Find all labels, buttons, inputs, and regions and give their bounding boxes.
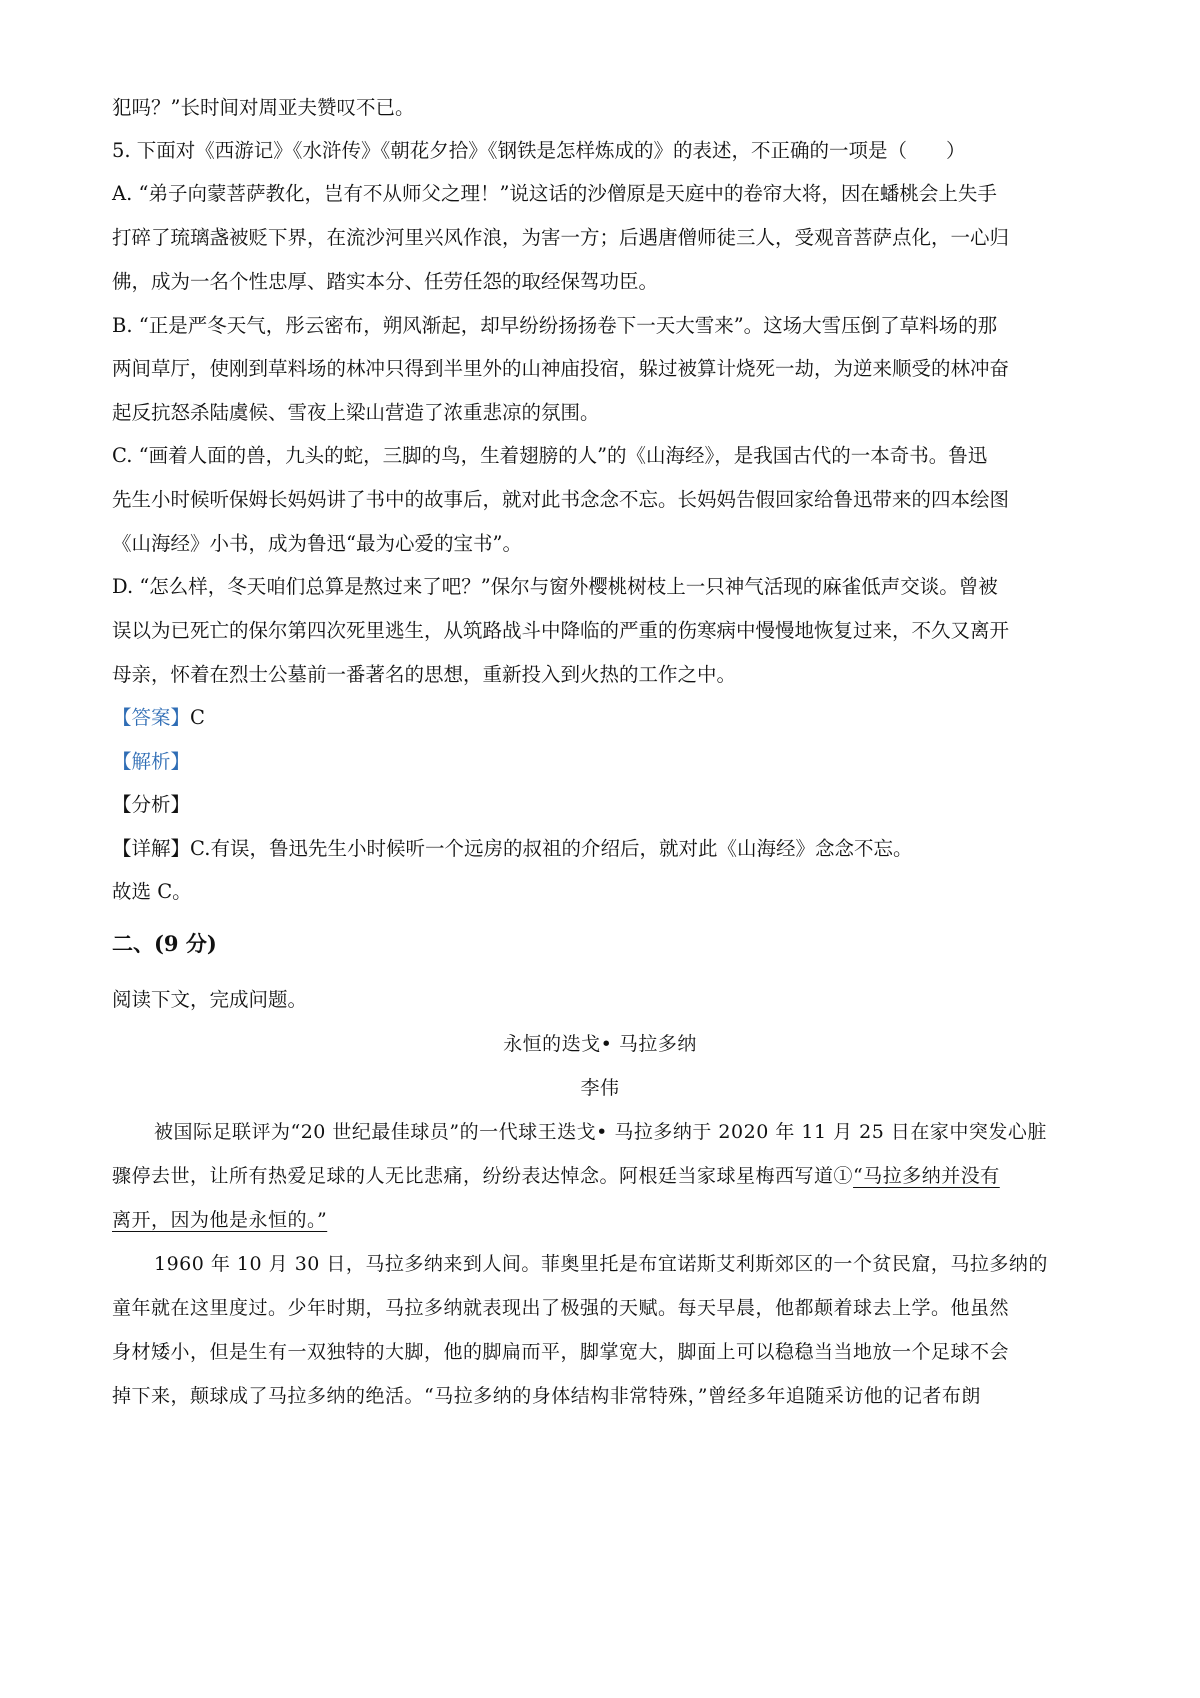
answer-tag: 【答案】 — [112, 706, 191, 729]
previous-paragraph-tail: 犯吗？”长时间对周亚夫赞叹不已。 — [112, 96, 415, 119]
detail-row — [112, 837, 1092, 861]
option-c-line-1: C. “画着人面的兽，九头的蛇，三脚的鸟，生着翅膀的人”的《山海经》，是我国古代的一本奇书。鲁迅 — [112, 444, 988, 467]
option-c-line-3: 《山海经》小书，成为鲁迅“最为心爱的宝书”。 — [112, 532, 522, 555]
option-c-line-2: 先生小时候听保姆长妈妈讲了书中的故事后，就对此书念念不忘。长妈妈告假回家给鲁迅带来的四本绘图 — [112, 488, 1010, 511]
detail-tag: 【详解】 — [112, 837, 191, 860]
option-d-line-2: 误以为已死亡的保尔第四次死里逃生，从筑路战斗中降临的严重的伤寒病中慢慢地恢复过来，不久又离开 — [112, 619, 1010, 642]
option-d-line-3: 母亲，怀着在烈士公墓前一番著名的思想，重新投入到火热的工作之中。 — [112, 663, 737, 686]
article-author: 李伟 — [580, 1077, 620, 1099]
reading-instruction: 阅读下文，完成问题。 — [112, 988, 308, 1011]
section-heading: 二、(9 分) — [112, 931, 217, 956]
option-a-line-1: A. “弟子向蒙菩萨教化，岂有不从师父之理！”说这话的沙僧原是天庭中的卷帘大将，因在蟠桃会上失手 — [112, 182, 997, 205]
article-title: 永恒的迭戈• 马拉多纳 — [503, 1033, 697, 1055]
option-b-line-1: B. “正是严冬天气，彤云密布，朔风渐起，却早纷纷扬扬卷下一天大雪来”。这场大雪压倒了草料场的那 — [112, 314, 998, 337]
option-a-line-2: 打碎了琉璃盏被贬下界，在流沙河里兴风作浪，为害一方；后遇唐僧师徒三人，受观音菩萨点化，一心归 — [112, 226, 1010, 249]
underlined-quote-part-1: “马拉多纳并没有 — [853, 1165, 1000, 1187]
paragraph-2-line-2: 童年就在这里度过。少年时期，马拉多纳就表现出了极强的天赋。每天早晨，他都颠着球去上学。他虽然 — [112, 1297, 1010, 1319]
paragraph-2-line-1: 1960 年 10 月 30 日，马拉多纳来到人间。菲奥里托是布宜诺斯艾利斯郊区的一个贫民窟，马拉多纳的 — [154, 1253, 1048, 1275]
paragraph-2-line-4: 掉下来，颠球成了马拉多纳的绝活。“马拉多纳的身体结构非常特殊，”曾经多年追随采访他的记者布朗 — [112, 1385, 981, 1407]
underlined-quote-part-2: 离开，因为他是永恒的。” — [112, 1209, 328, 1231]
paragraph-1-line-3 — [112, 1208, 1092, 1232]
paragraph-1-line-2 — [112, 1164, 1092, 1188]
option-b-line-3: 起反抗怒杀陆虞候、雪夜上梁山营造了浓重悲凉的氛围。 — [112, 401, 600, 424]
question-5-stem: 5. 下面对《西游记》《水浒传》《朝花夕拾》《钢铁是怎样炼成的》的表述，不正确的一项是（ ） — [112, 139, 966, 162]
option-d-line-1: D. “怎么样，冬天咱们总算是熬过来了吧？”保尔与窗外樱桃树枝上一只神气活现的麻雀低声交谈。曾被 — [112, 575, 998, 598]
analysis-tag: 【解析】 — [112, 750, 191, 773]
option-a-line-3: 佛，成为一名个性忠厚、踏实本分、任劳任怨的取经保驾功臣。 — [112, 270, 659, 293]
detail-text: C.有误，鲁迅先生小时候听一个远房的叔祖的介绍后，就对此《山海经》念念不忘。 — [190, 837, 913, 860]
answer-value: C — [190, 706, 205, 729]
paragraph-1-line-2-text: 骤停去世，让所有热爱足球的人无比悲痛，纷纷表达悼念。阿根廷当家球星梅西写道 — [112, 1165, 834, 1187]
option-b-line-2: 两间草厅，使刚到草料场的林冲只得到半里外的山神庙投宿，躲过被算计烧死一劫，为逆来顺受的林冲奋 — [112, 357, 1010, 380]
fenxi-tag: 【分析】 — [112, 793, 191, 816]
paragraph-1-line-1: 被国际足联评为“20 世纪最佳球员”的一代球王迭戈• 马拉多纳于 2020 年 11 月 25 日在家中突发心脏 — [154, 1121, 1047, 1143]
answer-row — [112, 706, 1092, 730]
paragraph-2-line-3: 身材矮小，但是生有一双独特的大脚，他的脚扁而平，脚掌宽大，脚面上可以稳稳当当地放一个足球不会 — [112, 1341, 1010, 1363]
conclusion: 故选 C。 — [112, 880, 192, 903]
annotation-mark-1: ① — [833, 1165, 854, 1187]
